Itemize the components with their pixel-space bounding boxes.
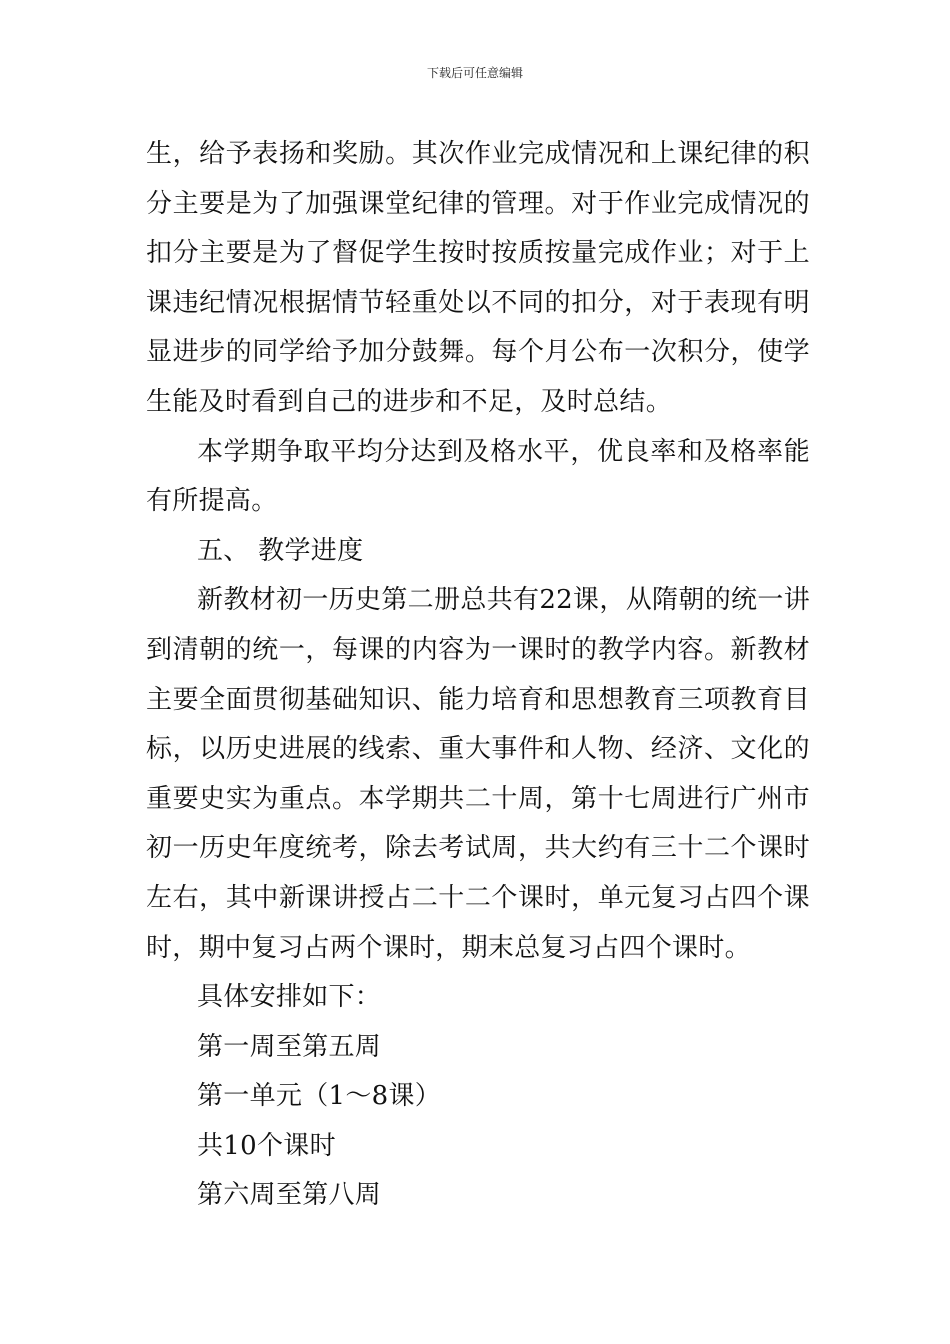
schedule-item: 第一单元（1～8课） xyxy=(197,1081,442,1112)
body-line: 扣分主要是为了督促学生按时按质按量完成作业；对于上 xyxy=(146,238,810,269)
page-header: 下载后可任意编辑 xyxy=(426,66,523,80)
section-heading: 五、 教学进度 xyxy=(197,535,364,566)
body-line: 课违纪情况根据情节轻重处以不同的扣分，对于表现有明 xyxy=(146,287,810,318)
body-line: 重要史实为重点。本学期共二十周，第十七周进行广州市 xyxy=(146,783,810,814)
body-line: 生，给予表扬和奖励。其次作业完成情况和上课纪律的积 xyxy=(146,139,810,169)
body-line: 左右，其中新课讲授占二十二个课时，单元复习占四个课 xyxy=(146,882,810,913)
body-line: 到清朝的统一，每课的内容为一课时的教学内容。新教材 xyxy=(146,634,810,665)
body-line: 分主要是为了加强课堂纪律的管理。对于作业完成情况的 xyxy=(146,188,810,219)
body-line: 本学期争取平均分达到及格水平，优良率和及格率能 xyxy=(197,436,810,467)
schedule-item: 第一周至第五周 xyxy=(197,1031,382,1062)
body-line: 显进步的同学给予加分鼓舞。每个月公布一次积分，使学 xyxy=(146,337,810,368)
body-line: 新教材初一历史第二册总共有22课，从隋朝的统一讲 xyxy=(197,585,810,616)
body-line: 主要全面贯彻基础知识、能力培育和思想教育三项教育目 xyxy=(146,684,810,715)
body-line: 时，期中复习占两个课时，期末总复习占四个课时。 xyxy=(146,932,751,963)
body-line: 生能及时看到自己的进步和不足，及时总结。 xyxy=(146,386,673,417)
document-body xyxy=(146,130,810,1221)
schedule-item: 第六周至第八周 xyxy=(197,1180,382,1211)
body-line: 具体安排如下： xyxy=(197,982,382,1013)
schedule-item: 共10个课时 xyxy=(197,1130,336,1161)
body-line: 有所提高。 xyxy=(146,486,278,517)
body-line: 标，以历史进展的线索、重大事件和人物、经济、文化的 xyxy=(146,734,810,765)
body-line: 初一历史年度统考，除去考试周，共大约有三十二个课时 xyxy=(146,833,810,864)
